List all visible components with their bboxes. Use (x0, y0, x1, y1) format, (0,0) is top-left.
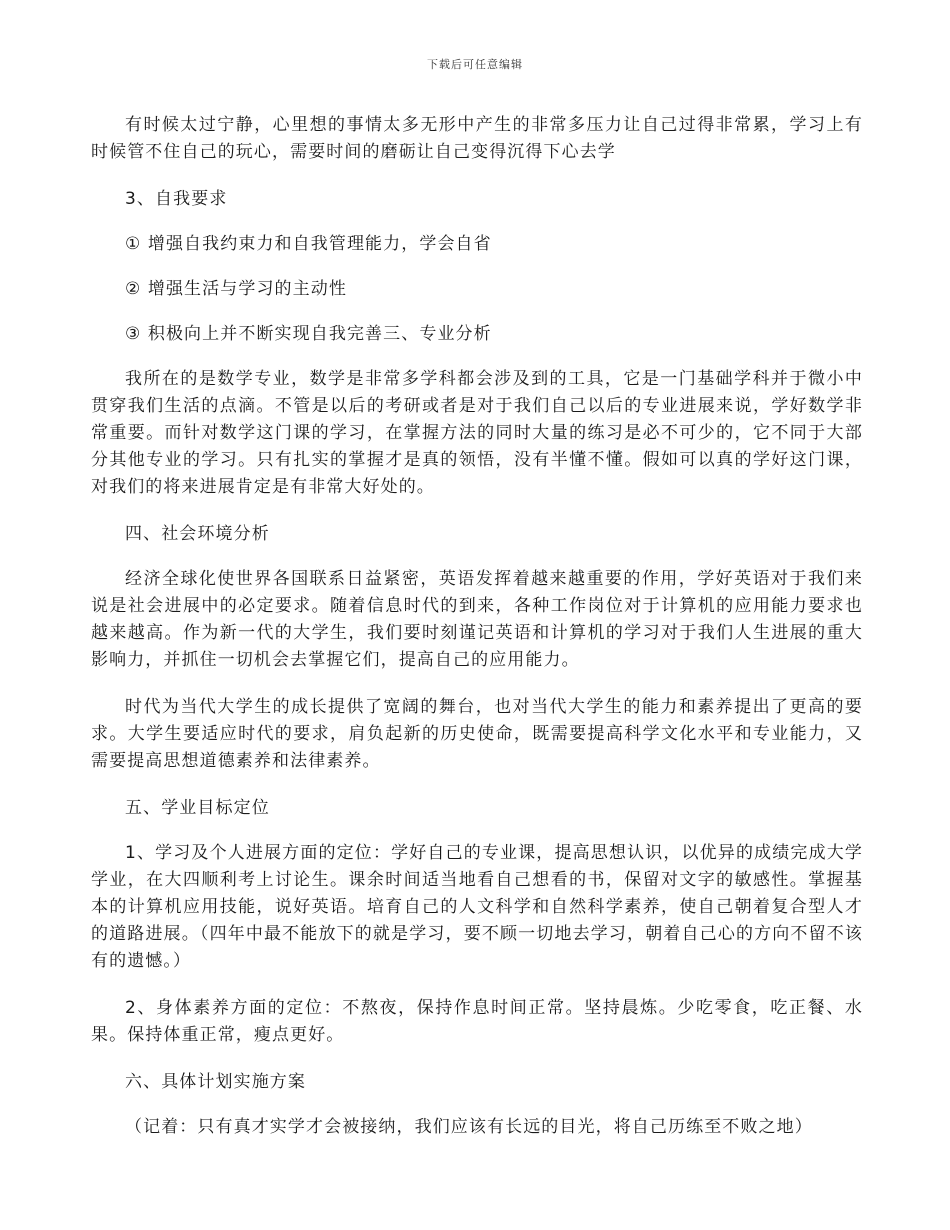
heading-social-environment: 四、社会环境分析 (125, 524, 270, 544)
heading-implementation-plan: 六、具体计划实施方案 (125, 1072, 306, 1092)
paragraph-globalization: 经济全球化使世界各国联系日益紧密，英语发挥着越来越重要的作用，学好英语对于我们来说是社会进展中的必定要求。随着信息时代的到来，各种工作岗位对于计算机的应用能力要求也越来越高。作为新一代的大学生，我们要时刻谨记英语和计算机的学习对于我们人生进展的重大影响力，并抓住一切机会去掌握它们，提高自己的应用能力。 (91, 569, 863, 670)
paragraph-major-analysis: 我所在的是数学专业，数学是非常多学科都会涉及到的工具，它是一门基础学科并于微小中贯穿我们生活的点滴。不管是以后的考研或者是对于我们自己以后的专业进展来说，学好数学非常重要。而针对数学这门课的学习，在掌握方法的同时大量的练习是必不可少的，它不同于大部分其他专业的学习。只有扎实的掌握才是真的领悟，没有半懂不懂。假如可以真的学好这门课，对我们的将来进展肯定是有非常大好处的。 (91, 369, 863, 497)
heading-academic-goals: 五、学业目标定位 (125, 798, 270, 818)
page-header: 下载后可任意编辑 (427, 58, 523, 71)
paragraph-health-goal: 2、身体素养方面的定位：不熬夜，保持作息时间正常。坚持晨炼。少吃零食，吃正餐、水果。保持体重正常，瘦点更好。 (91, 998, 863, 1045)
paragraph-motto: （记着：只有真才实学才会被接纳，我们应该有长远的目光，将自己历练至不败之地） (125, 1117, 813, 1137)
list-item-initiative: ② 增强生活与学习的主动性 (125, 279, 347, 299)
document-body (91, 112, 863, 1161)
paragraph-reflection: 有时候太过宁静，心里想的事情太多无形中产生的非常多压力让自己过得非常累，学习上有时候管不住自己的玩心，需要时间的磨砺让自己变得沉得下心去学 (91, 115, 863, 162)
list-item-self-discipline: ① 增强自我约束力和自我管理能力，学会自省 (125, 234, 492, 254)
paragraph-era-requirements: 时代为当代大学生的成长提供了宽阔的舞台，也对当代大学生的能力和素养提出了更高的要求。大学生要适应时代的要求，肩负起新的历史使命，既需要提高科学文化水平和专业能力，又需要提高思想道德素养和法律素养。 (91, 697, 863, 771)
paragraph-study-goal: 1、学习及个人进展方面的定位：学好自己的专业课，提高思想认识，以优异的成绩完成大学学业，在大四顺利考上讨论生。课余时间适当地看自己想看的书，保留对文字的敏感性。掌握基本的计算机应用技能，说好英语。培育自己的人文科学和自然科学素养，使自己朝着复合型人才的道路进展。（四年中最不能放下的就是学习，要不顾一切地去学习，朝着自己心的方向不留不该有的遗憾。） (91, 843, 863, 971)
heading-self-requirements: 3、自我要求 (125, 189, 228, 209)
list-item-self-improvement: ③ 积极向上并不断实现自我完善三、专业分析 (125, 324, 492, 344)
